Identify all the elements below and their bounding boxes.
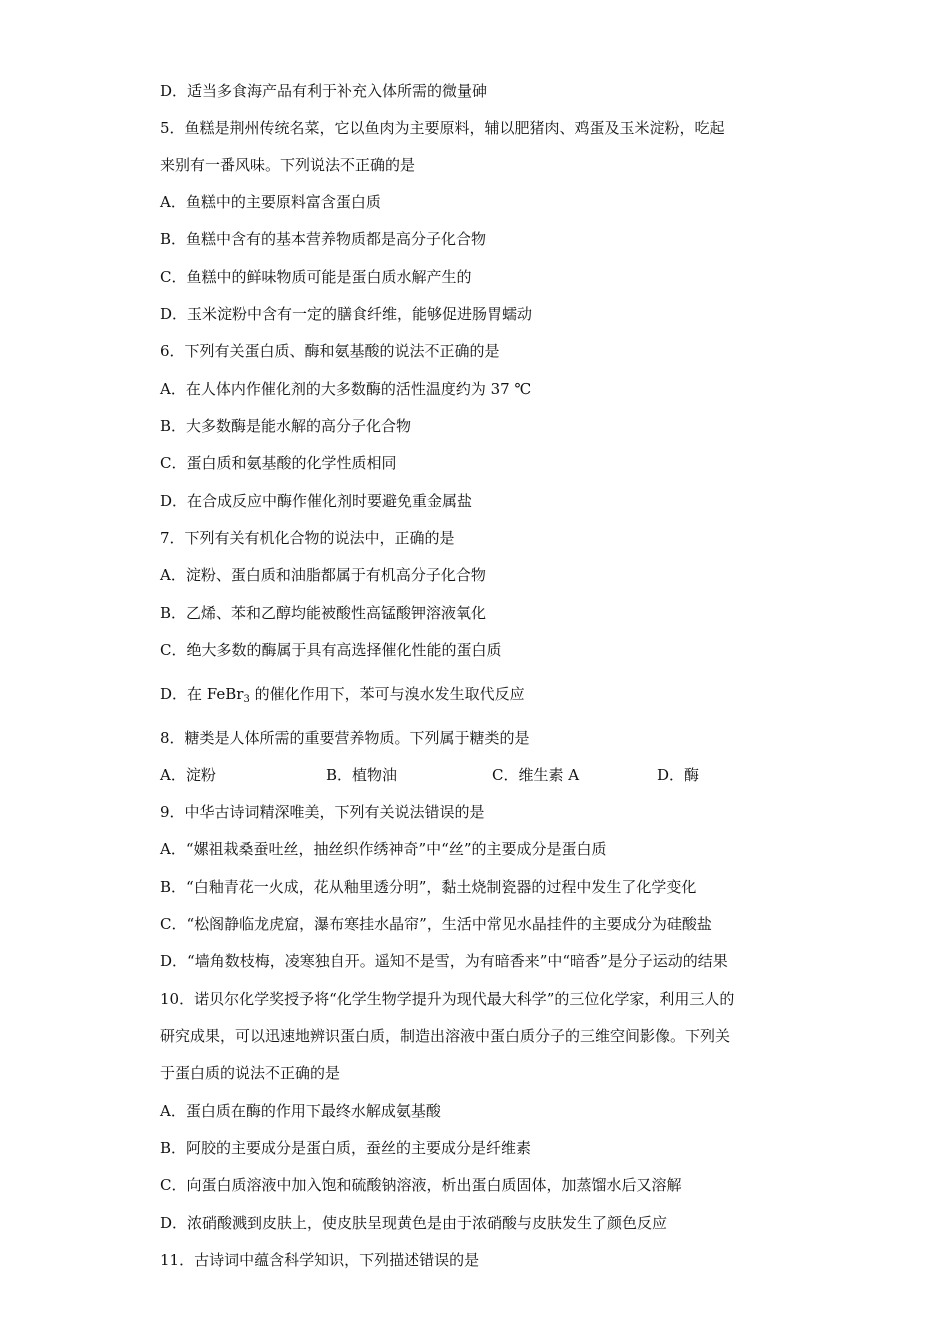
question-10-option-a: A．蛋白质在酶的作用下最终水解成氨基酸 bbox=[160, 1102, 441, 1120]
question-8-option-c: C．维生素 A bbox=[492, 766, 580, 784]
question-7-option-c: C．绝大多数的酶属于具有高选择催化性能的蛋白质 bbox=[160, 641, 502, 659]
question-9-option-b: B．“白釉青花一火成，花从釉里透分明”，黏土烧制瓷器的过程中发生了化学变化 bbox=[160, 878, 697, 896]
question-9-option-a: A．“嫘祖栽桑蚕吐丝，抽丝织作绣神奇”中“丝”的主要成分是蛋白质 bbox=[160, 840, 607, 858]
question-7-option-a: A．淀粉、蛋白质和油脂都属于有机高分子化合物 bbox=[160, 566, 486, 584]
question-5-option-b: B．鱼糕中含有的基本营养物质都是高分子化合物 bbox=[160, 230, 487, 248]
question-7-option-b: B．乙烯、苯和乙醇均能被酸性高锰酸钾溶液氧化 bbox=[160, 604, 487, 622]
question-6-stem: 6．下列有关蛋白质、酶和氨基酸的说法不正确的是 bbox=[160, 342, 500, 360]
question-7-stem: 7．下列有关有机化合物的说法中，正确的是 bbox=[160, 529, 455, 547]
question-10-option-c: C．向蛋白质溶液中加入饱和硫酸钠溶液，析出蛋白质固体，加蒸馏水后又溶解 bbox=[160, 1176, 682, 1194]
question-8-stem: 8．糖类是人体所需的重要营养物质。下列属于糖类的是 bbox=[160, 729, 530, 747]
question-6-option-a: A．在人体内作催化剂的大多数酶的活性温度约为 37 ℃ bbox=[160, 380, 532, 398]
question-11-stem: 11．古诗词中蕴含科学知识，下列描述错误的是 bbox=[160, 1251, 480, 1269]
question-5-option-c: C．鱼糕中的鲜味物质可能是蛋白质水解产生的 bbox=[160, 268, 472, 286]
question-10-option-d: D．浓硝酸溅到皮肤上，使皮肤呈现黄色是由于浓硝酸与皮肤发生了颜色反应 bbox=[160, 1214, 668, 1232]
question-5-option-a: A．鱼糕中的主要原料富含蛋白质 bbox=[160, 193, 381, 211]
question-6-option-c: C．蛋白质和氨基酸的化学性质相同 bbox=[160, 454, 397, 472]
question-7-option-d bbox=[160, 684, 800, 704]
question-10-option-b: B．阿胶的主要成分是蛋白质，蚕丝的主要成分是纤维素 bbox=[160, 1139, 532, 1157]
question-10-stem-continued-1: 研究成果，可以迅速地辨识蛋白质，制造出溶液中蛋白质分子的三维空间影像。下列关 bbox=[160, 1027, 731, 1045]
question-4-option-d: D．适当多食海产品有利于补充入体所需的微量砷 bbox=[160, 82, 488, 100]
question-8-option-b: B．植物油 bbox=[326, 766, 398, 784]
question-8-options bbox=[160, 765, 800, 785]
question-5-stem-continued: 来别有一番风味。下列说法不正确的是 bbox=[160, 156, 416, 174]
question-8-option-d: D．酶 bbox=[657, 766, 700, 784]
question-9-stem: 9．中华古诗词精深唯美，下列有关说法错误的是 bbox=[160, 803, 485, 821]
question-8-option-a: A．淀粉 bbox=[160, 766, 216, 784]
question-9-option-c: C．“松阁静临龙虎窟，瀑布寒挂水晶帘”，生活中常见水晶挂件的主要成分为硅酸盐 bbox=[160, 915, 712, 933]
question-6-option-b: B．大多数酶是能水解的高分子化合物 bbox=[160, 417, 412, 435]
question-10-stem-continued-2: 于蛋白质的说法不正确的是 bbox=[160, 1064, 341, 1082]
q7d-prefix: D．在 FeBr bbox=[160, 685, 244, 703]
question-10-stem: 10．诺贝尔化学奖授予将“化学生物学提升为现代最大科学”的三位化学家，利用三人的 bbox=[160, 990, 735, 1008]
question-6-option-d: D．在合成反应中酶作催化剂时要避免重金属盐 bbox=[160, 492, 473, 510]
q7d-subscript: 3 bbox=[243, 694, 250, 705]
question-5-stem: 5．鱼糕是荆州传统名菜，它以鱼肉为主要原料，辅以肥猪肉、鸡蛋及玉米淀粉，吃起 bbox=[160, 119, 725, 137]
question-5-option-d: D．玉米淀粉中含有一定的膳食纤维，能够促进肠胃蠕动 bbox=[160, 305, 533, 323]
question-9-option-d: D．“墙角数枝梅，凌寒独自开。遥知不是雪，为有暗香来”中“暗香”是分子运动的结果 bbox=[160, 952, 728, 970]
q7d-suffix: 的催化作用下，苯可与溴水发生取代反应 bbox=[249, 685, 525, 703]
